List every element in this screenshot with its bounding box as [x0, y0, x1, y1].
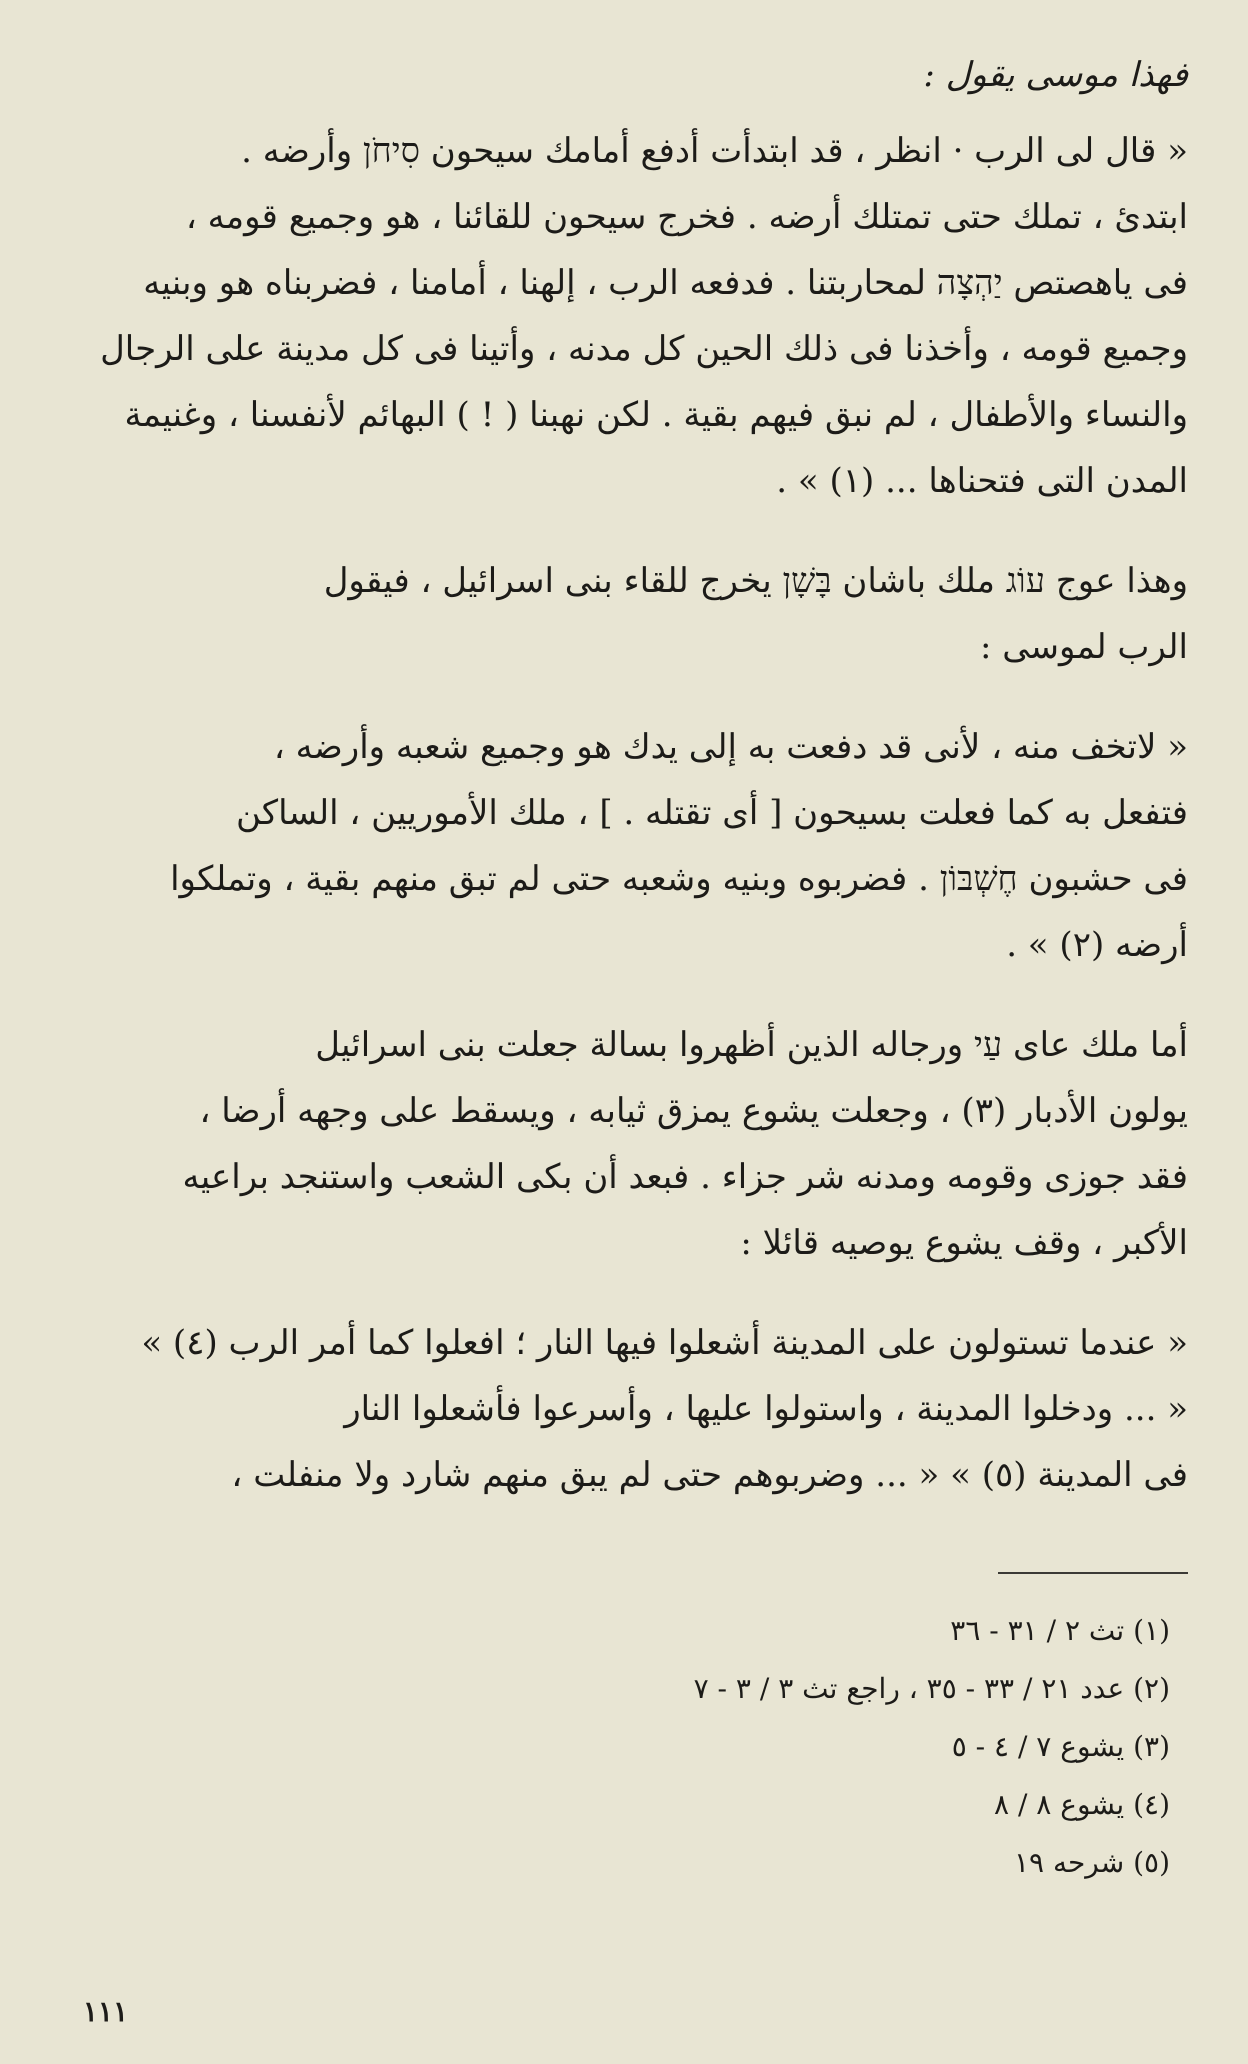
footnote: (١) تث ٢ / ٣١ - ٣٦: [950, 1614, 1170, 1647]
text-line: فى المدينة (٥) » « ... وضربوهم حتى لم يبق منهم شارد ولا منفلت ،: [231, 1455, 1188, 1495]
paragraph-sihon: [60, 118, 1188, 514]
paragraph-ai-quote: [60, 1310, 1188, 1508]
text-line: الأكبر ، وقف يشوع يوصيه قائلا :: [740, 1223, 1188, 1263]
text-line: فى حشبون חֶשְׁבּוֹן . فضربوه وبنيه وشعبه حتى لم تبق منهم بقية ، وتملكوا: [170, 859, 1188, 899]
text-line: فقد جوزى وقومه ومدنه شر جزاء . فبعد أن بكى الشعب واستنجد براعيه: [182, 1157, 1188, 1197]
text-line: أما ملك عاى עַי ورجاله الذين أظهروا بسالة جعلت بنى اسرائيل: [315, 1025, 1188, 1065]
text-line: أرضه (٢) » .: [1006, 925, 1188, 965]
text-line: والنساء والأطفال ، لم نبق فيهم بقية . لكن نهبنا ( ! ) البهائم لأنفسنا ، وغنيمة: [124, 395, 1188, 435]
footnote-divider: [998, 1572, 1188, 1574]
footnote: (٥) شرحه ١٩: [1013, 1846, 1170, 1879]
text-line: « لاتخف منه ، لأنى قد دفعت به إلى يدك هو وجميع شعبه وأرضه ،: [273, 727, 1188, 767]
footnotes-list: [60, 1602, 1188, 1892]
text-line: فى ياهصتص יַהְצָה لمحاربتنا . فدفعه الرب ، إلهنا ، أمامنا ، فضربناه هو وبنيه: [143, 263, 1188, 303]
footnote: (٣) يشوع ٧ / ٤ - ٥: [951, 1730, 1170, 1763]
intro-line: فهذا موسى يقول :: [923, 55, 1188, 95]
text-line: الرب لموسى :: [979, 627, 1188, 667]
text-line: فتفعل به كما فعلت بسيحون [ أى تقتله . ] ، ملك الأموريين ، الساكن: [236, 793, 1188, 833]
footnote: (٢) عدد ٢١ / ٣٣ - ٣٥ ، راجع تث ٣ / ٣ - ٧: [693, 1672, 1170, 1705]
text-line: « عندما تستولون على المدينة أشعلوا فيها النار ؛ افعلوا كما أمر الرب (٤) »: [141, 1323, 1188, 1363]
text-line: المدن التى فتحناها ... (١) » .: [776, 461, 1188, 501]
text-line: وهذا عوج עוֹג ملك باشان בָּשָׁן يخرج للقاء بنى اسرائيل ، فيقول: [323, 561, 1188, 601]
paragraph-og-quote: [60, 714, 1188, 978]
text-line: وجميع قومه ، وأخذنا فى ذلك الحين كل مدنه ، وأتينا فى كل مدينة على الرجال: [100, 329, 1188, 369]
paragraph-og: [60, 548, 1188, 680]
text-line: ابتدئ ، تملك حتى تمتلك أرضه . فخرج سيحون للقائنا ، هو وجميع قومه ،: [185, 197, 1188, 237]
text-line: يولون الأدبار (٣) ، وجعلت يشوع يمزق ثيابه ، ويسقط على وجهه أرضا ،: [199, 1091, 1188, 1131]
paragraph-ai: [60, 1012, 1188, 1276]
footnote: (٤) يشوع ٨ / ٨: [994, 1788, 1170, 1821]
page-number: ١١١: [82, 1995, 128, 2028]
text-line: « قال لى الرب · انظر ، قد ابتدأت أدفع أمامك سيحون סִיחֹן وأرضه .: [241, 131, 1188, 171]
text-line: « ... ودخلوا المدينة ، واستولوا عليها ، وأسرعوا فأشعلوا النار: [344, 1389, 1188, 1429]
